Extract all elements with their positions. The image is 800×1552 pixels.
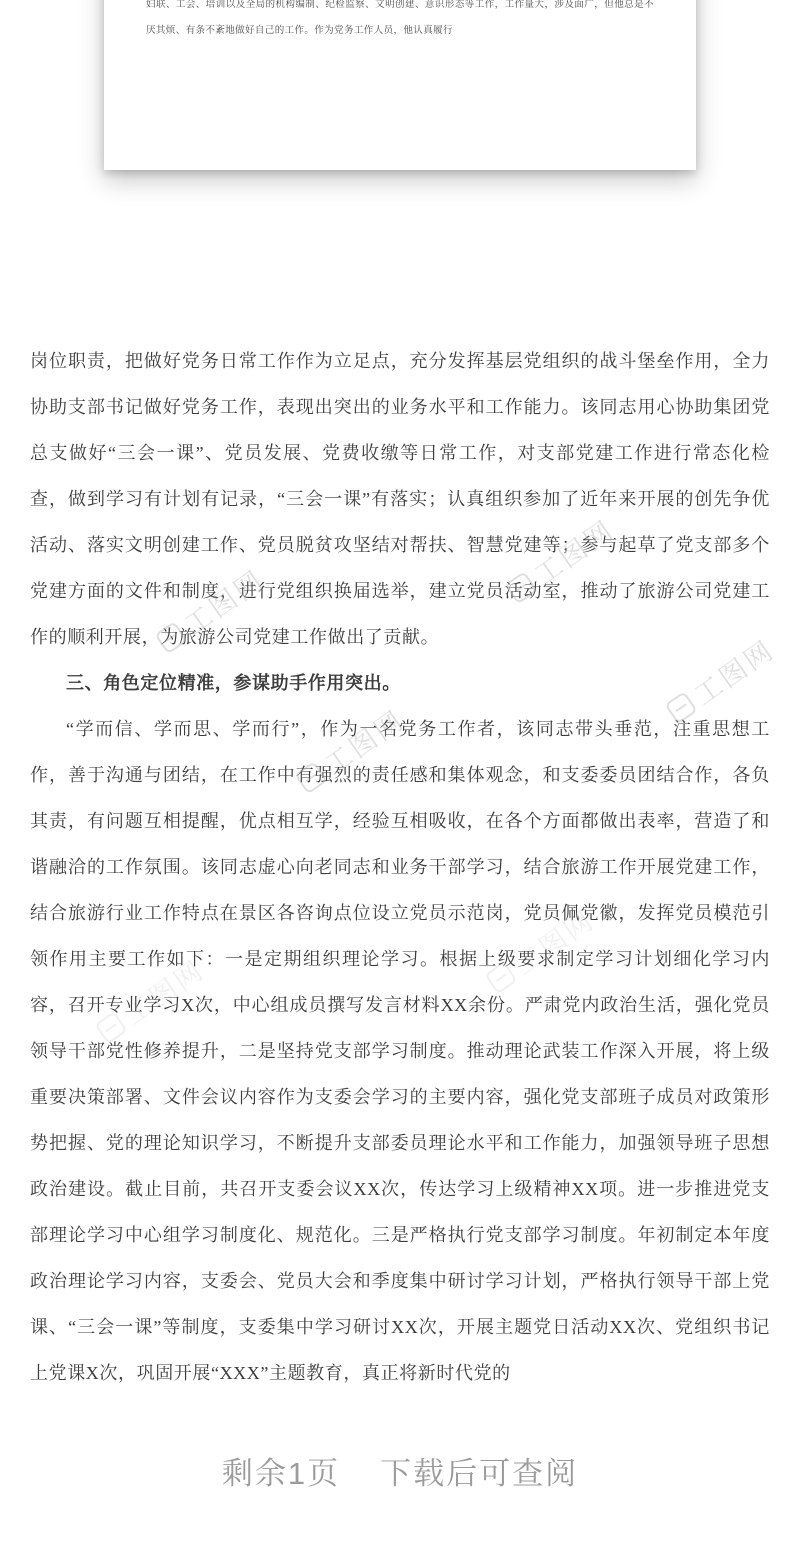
paragraph-continuation: 岗位职责，把做好党务日常工作作为立足点，充分发挥基层党组织的战斗堡垒作用，全力协助支部书记做好党务工作，表现出突出的业务水平和工作能力。该同志用心协助集团党总支做好“三会一课”、党员发展、党费收缴等日常工作，对支部党建工作进行常态化检查，做到学习有计划有记录，“三会一课”有落实；认真组织参加了近年来开展的创先争优活动、落实文明创建工作、党员脱贫攻坚结对帮扶、智慧党建等；参与起草了党支部多个党建方面的文件和制度，进行党组织换届选举，建立党员活动室，推动了旅游公司党建工作的顺利开展，为旅游公司党建工作做出了贡献。: [30, 351, 770, 647]
previous-page-text: 妇联、工会、培训以及全局的机构编制、纪检监察、文明创建、意识形态等工作，工作量大，涉及面广，但他总是不厌其烦、有条不紊地做好自己的工作。作为党务工作人员，他认真履行: [146, 0, 654, 36]
watermark-text: 工图网: [689, 634, 781, 711]
watermark-text: 工图网: [119, 954, 211, 1031]
document-body: [30, 338, 770, 1396]
watermark-text: 工图网: [509, 904, 601, 981]
section-heading: 三、角色定位精准，参谋助手作用突出。: [66, 673, 401, 693]
remaining-pages-text: 剩余1页: [221, 1456, 341, 1491]
previous-page-preview-card: [104, 0, 696, 170]
watermark-text: 工图网: [179, 564, 271, 641]
download-hint-text: 下载后可查阅: [380, 1456, 579, 1491]
watermark-text: 工图网: [319, 704, 411, 781]
watermark-text: 工图网: [529, 514, 621, 591]
pages-remaining-footer: [0, 1448, 800, 1493]
paragraph-body: “学而信、学而思、学而行”，作为一名党务工作者，该同志带头垂范，注重思想工作，善于沟通与团结，在工作中有强烈的责任感和集体观念，和支委委员团结合作，各负其责，有问题互相提醒，优点相互学，经验互相吸收，在各个方面都做出表率，营造了和谐融洽的工作氛围。该同志虚心向老同志和业务干部学习，结合旅游工作开展党建工作，结合旅游行业工作特点在景区各咨询点位设立党员示范岗，党员佩党徽，发挥党员模范引领作用主要工作如下：一是定期组织理论学习。根据上级要求制定学习计划细化学习内容，召开专业学习X次，中心组成员撰写发言材料XX余份。严肃党内政治生活，强化党员领导干部党性修养提升，二是坚持党支部学习制度。推动理论武装工作深入开展，将上级重要决策部署、文件会议内容作为支委会学习的主要内容，强化党支部班子成员对政策形势把握、党的理论知识学习，不断提升支部委员理论水平和工作能力，加强领导班子思想政治建设。截止目前，共召开支委会议XX次，传达学习上级精神XX项。进一步推进党支部理论学习中心组学习制度化、规范化。三是严格执行党支部学习制度。年初制定本年度政治理论学习内容，支委会、党员大会和季度集中研讨学习计划，严格执行领导干部上党课、“三会一课”等制度，支委集中学习研讨XX次，开展主题党日活动XX次、党组织书记上党课X次，巩固开展“XXX”主题教育，真正将新时代党的: [30, 719, 770, 1383]
